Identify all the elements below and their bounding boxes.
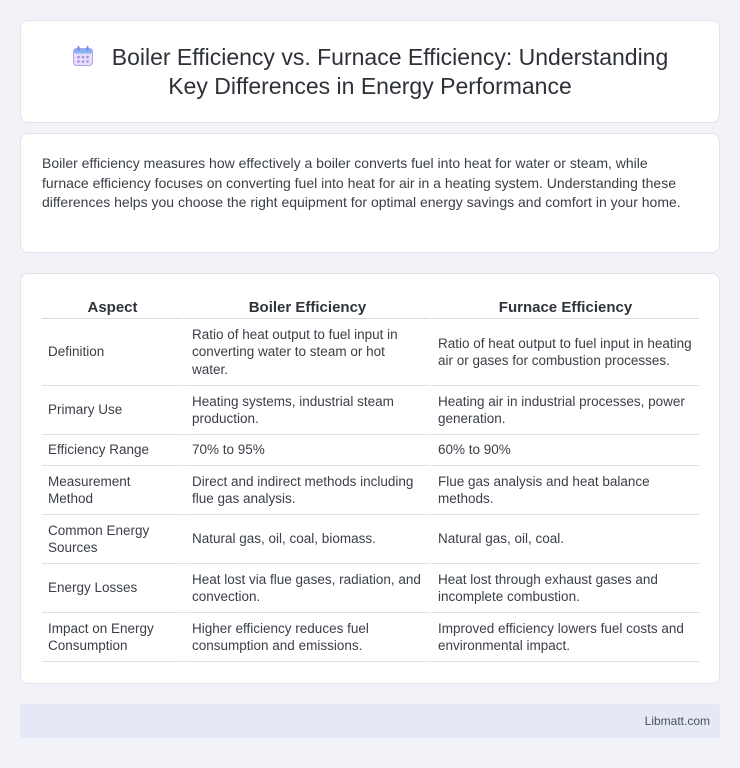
- table-cell-furnace: Heating air in industrial processes, power generation.: [429, 386, 699, 435]
- intro-card: [20, 133, 720, 253]
- table-cell-aspect: Definition: [42, 319, 183, 386]
- table-cell-furnace: Flue gas analysis and heat balance methods.: [429, 466, 699, 515]
- table-cell-aspect: Measurement Method: [42, 466, 183, 515]
- table-cell-furnace: Natural gas, oil, coal.: [429, 515, 699, 564]
- column-header-furnace: Furnace Efficiency: [429, 296, 699, 319]
- title-card: [20, 20, 720, 123]
- table-cell-boiler: 70% to 95%: [183, 435, 429, 466]
- table-cell-aspect: Energy Losses: [42, 564, 183, 613]
- column-header-aspect: Aspect: [42, 296, 183, 319]
- table-cell-boiler: Higher efficiency reduces fuel consumption and emissions.: [183, 613, 429, 662]
- footer: [20, 704, 720, 738]
- page-title: Boiler Efficiency vs. Furnace Efficiency: Understanding Key Differences in Energy Performance: [111, 43, 669, 99]
- column-header-boiler: Boiler Efficiency: [183, 296, 429, 319]
- table-cell-furnace: Improved efficiency lowers fuel costs and environmental impact.: [429, 613, 699, 662]
- table-cell-furnace: Heat lost through exhaust gases and incomplete combustion.: [429, 564, 699, 613]
- table-cell-boiler: Ratio of heat output to fuel input in converting water to steam or hot water.: [183, 319, 429, 386]
- table-cell-aspect: Impact on Energy Consumption: [42, 613, 183, 662]
- footer-brand-link[interactable]: Libmatt.com: [644, 714, 710, 728]
- intro-paragraph: Boiler efficiency measures how effectively a boiler converts fuel into heat for water or steam, while furnace efficiency focuses on converting fuel into heat for air in a heating system. Understanding these differences helps you choose the right equipment for optimal energy savings and comfort in your home.: [42, 155, 681, 210]
- table-cell-boiler: Natural gas, oil, coal, biomass.: [183, 515, 429, 564]
- table-cell-aspect: Common Energy Sources: [42, 515, 183, 564]
- table-row: [42, 515, 699, 564]
- table-cell-boiler: Direct and indirect methods including flue gas analysis.: [183, 466, 429, 515]
- comparison-card: [20, 273, 720, 684]
- page-title-block: [51, 43, 689, 101]
- table-header-row: [42, 296, 699, 319]
- table-row: [42, 319, 699, 386]
- table-cell-aspect: Efficiency Range: [42, 435, 183, 466]
- table-cell-boiler: Heat lost via flue gases, radiation, and convection.: [183, 564, 429, 613]
- table-row: [42, 466, 699, 515]
- calendar-icon: [72, 45, 94, 67]
- table-cell-furnace: Ratio of heat output to fuel input in heating air or gases for combustion processes.: [429, 319, 699, 386]
- table-cell-aspect: Primary Use: [42, 386, 183, 435]
- table-cell-furnace: 60% to 90%: [429, 435, 699, 466]
- table-row: [42, 386, 699, 435]
- table-row: [42, 435, 699, 466]
- table-row: [42, 613, 699, 662]
- comparison-table: [42, 296, 699, 662]
- table-row: [42, 564, 699, 613]
- table-cell-boiler: Heating systems, industrial steam production.: [183, 386, 429, 435]
